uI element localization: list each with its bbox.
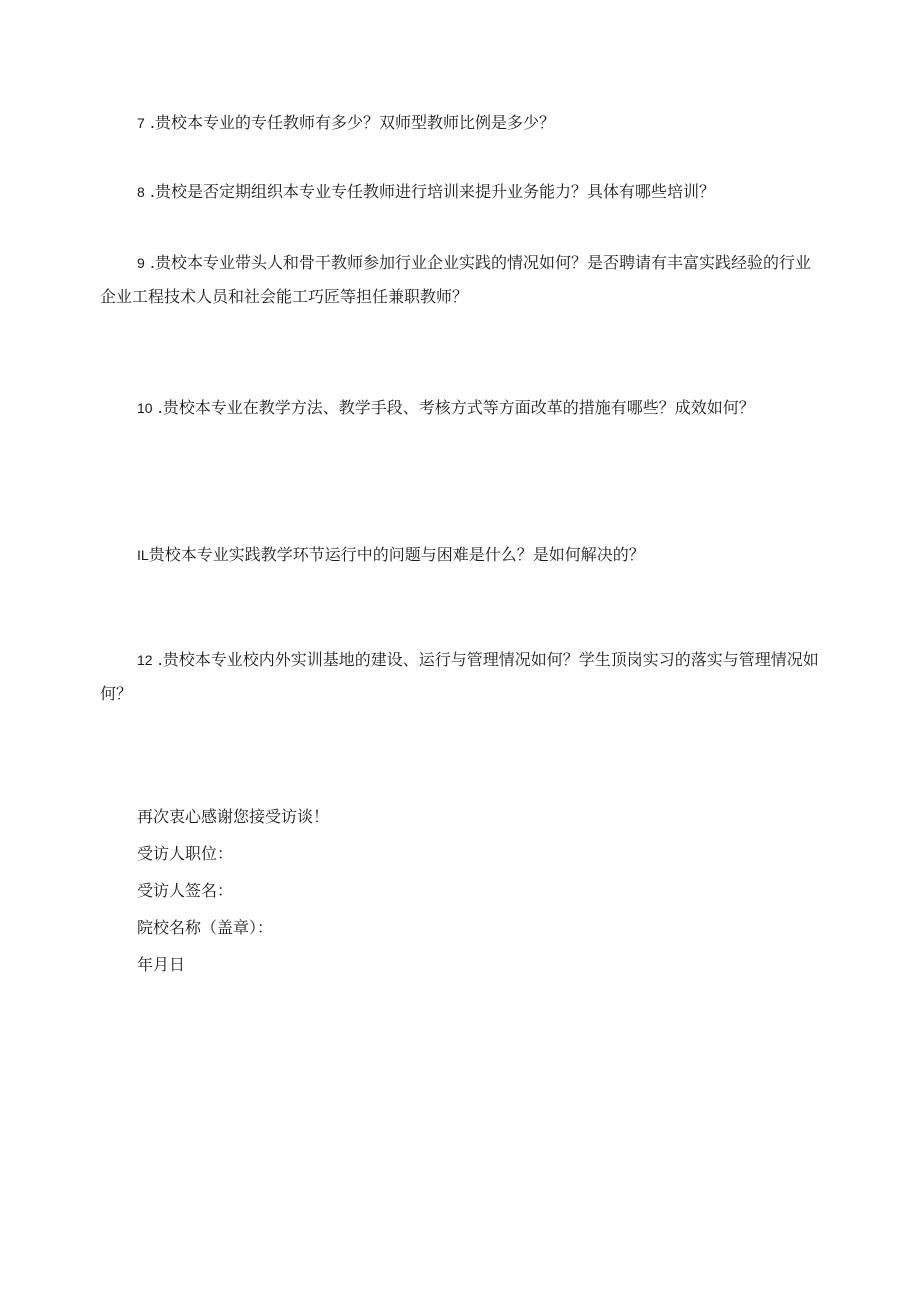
question-text: .贵校本专业校内外实训基地的建设、运行与管理情况如何？学生顶岗实习的落实与管理情况如何？ [100,650,819,703]
question-10 [100,391,820,425]
question-number: 8 [137,184,145,200]
question-12 [100,643,820,710]
question-number: 7 [137,115,145,131]
closing-section [137,798,737,983]
question-number: 10 [137,400,153,416]
question-text: .贵校本专业的专任教师有多少？双师型教师比例是多少？ [144,113,555,132]
question-11 [100,538,820,572]
question-text: 贵校本专业实践教学环节运行中的问题与困难是什么？是如何解决的？ [148,545,645,564]
question-text: .贵校是否定期组织本专业专任教师进行培训来提升业务能力？具体有哪些培训？ [144,182,715,201]
school-label: 院校名称（盖章）： [137,918,274,937]
question-7 [100,106,820,140]
question-text: .贵校本专业在教学方法、教学手段、考核方式等方面改革的措施有哪些？成效如何？ [152,398,755,417]
position-label: 受访人职位： [137,844,234,863]
thanks-line: 再次衷心感谢您接受访谈！ [137,807,330,826]
question-number: IL [137,547,149,563]
question-number: 9 [137,255,145,271]
question-8 [100,175,820,209]
question-9 [100,246,820,313]
question-text: .贵校本专业带头人和骨干教师参加行业企业实践的情况如何？是否聘请有丰富实践经验的行业企业工程技术人员和社会能工巧匠等担任兼职教师？ [100,253,811,306]
signature-label: 受访人签名： [137,881,234,900]
date-label: 年月日 [137,955,186,974]
question-number: 12 [137,652,153,668]
